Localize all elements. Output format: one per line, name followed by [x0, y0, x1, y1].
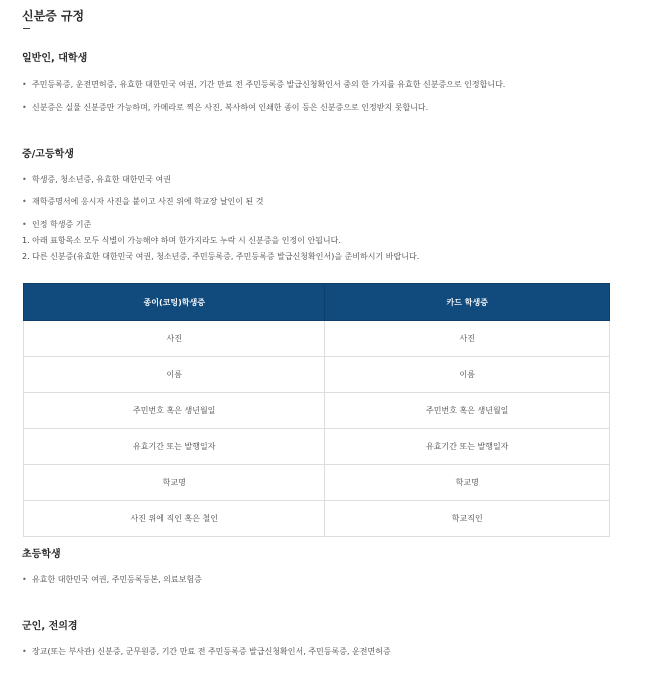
list-item: • 장교(또는 부사관) 신분증, 군무원증, 기간 만료 전 주민등록증 발급신청확인서, 주민등록증, 운전면허증	[22, 647, 391, 656]
section-heading-elementary: 초등학생	[22, 549, 61, 560]
list-item: • 유효한 대한민국 여권, 주민등록등본, 의료보험증	[22, 575, 202, 584]
bullet-icon: •	[22, 80, 27, 89]
title-underline	[23, 28, 30, 29]
section-heading-middle-high: 중/고등학생	[22, 149, 74, 160]
list-item: • 주민등록증, 운전면허증, 유효한 대한민국 여권, 기간 만료 전 주민등록증 발급신청확인서 중의 한 가지를 유효한 신분증으로 인정합니다.	[22, 80, 506, 89]
numbered-item: 1. 아래 표항목소 모두 식별이 가능해야 하며 한가지라도 누락 시 신분증을 인정이 안됩니다.	[22, 236, 341, 245]
table-cell: 사진	[325, 321, 610, 357]
table-row	[24, 321, 610, 357]
table-header: 카드 학생증	[325, 284, 610, 321]
list-item: • 학생증, 청소년증, 유효한 대한민국 여권	[22, 175, 171, 184]
table-cell: 주민번호 혹은 생년월일	[325, 393, 610, 429]
table-row	[24, 465, 610, 501]
table-row	[24, 429, 610, 465]
numbered-item: 2. 다른 신분증(유효한 대한민국 여권, 청소년증, 주민등록증, 주민등록증 발급신청확인서)을 준비하시기 바랍니다.	[22, 252, 420, 261]
table-cell: 학교직인	[325, 501, 610, 537]
bullet-icon: •	[22, 647, 27, 656]
page-title: 신분증 규정	[22, 9, 85, 23]
section-heading-military: 군인, 전의경	[22, 621, 78, 632]
table-cell: 유효기간 또는 발행일자	[325, 429, 610, 465]
table-cell: 주민번호 혹은 생년월일	[24, 393, 325, 429]
table-header: 종이(코팅)학생증	[24, 284, 325, 321]
section-heading-general: 일반인, 대학생	[22, 53, 88, 64]
table-cell: 유효기간 또는 발행일자	[24, 429, 325, 465]
list-item: • 신분증은 실물 신분증만 가능하며, 카메라로 찍은 사진, 복사하여 인쇄한 종이 등은 신분증으로 인정받지 못합니다.	[22, 103, 429, 112]
bullet-icon: •	[22, 575, 27, 584]
list-item: • 인정 학생증 기준	[22, 220, 92, 229]
bullet-icon: •	[22, 103, 27, 112]
table-header-row	[24, 284, 610, 321]
table-row	[24, 393, 610, 429]
table-row	[24, 357, 610, 393]
table-cell: 학교명	[24, 465, 325, 501]
bullet-icon: •	[22, 197, 27, 206]
list-item: • 재학증명서에 응시자 사진을 붙이고 사진 위에 학교장 날인이 된 것	[22, 197, 264, 206]
table-cell: 학교명	[325, 465, 610, 501]
bullet-icon: •	[22, 220, 27, 229]
table-cell: 이름	[24, 357, 325, 393]
table-cell: 사진 위에 직인 혹은 철인	[24, 501, 325, 537]
table-cell: 사진	[24, 321, 325, 357]
table-row	[24, 501, 610, 537]
student-id-table	[23, 283, 610, 537]
bullet-icon: •	[22, 175, 27, 184]
table-cell: 이름	[325, 357, 610, 393]
